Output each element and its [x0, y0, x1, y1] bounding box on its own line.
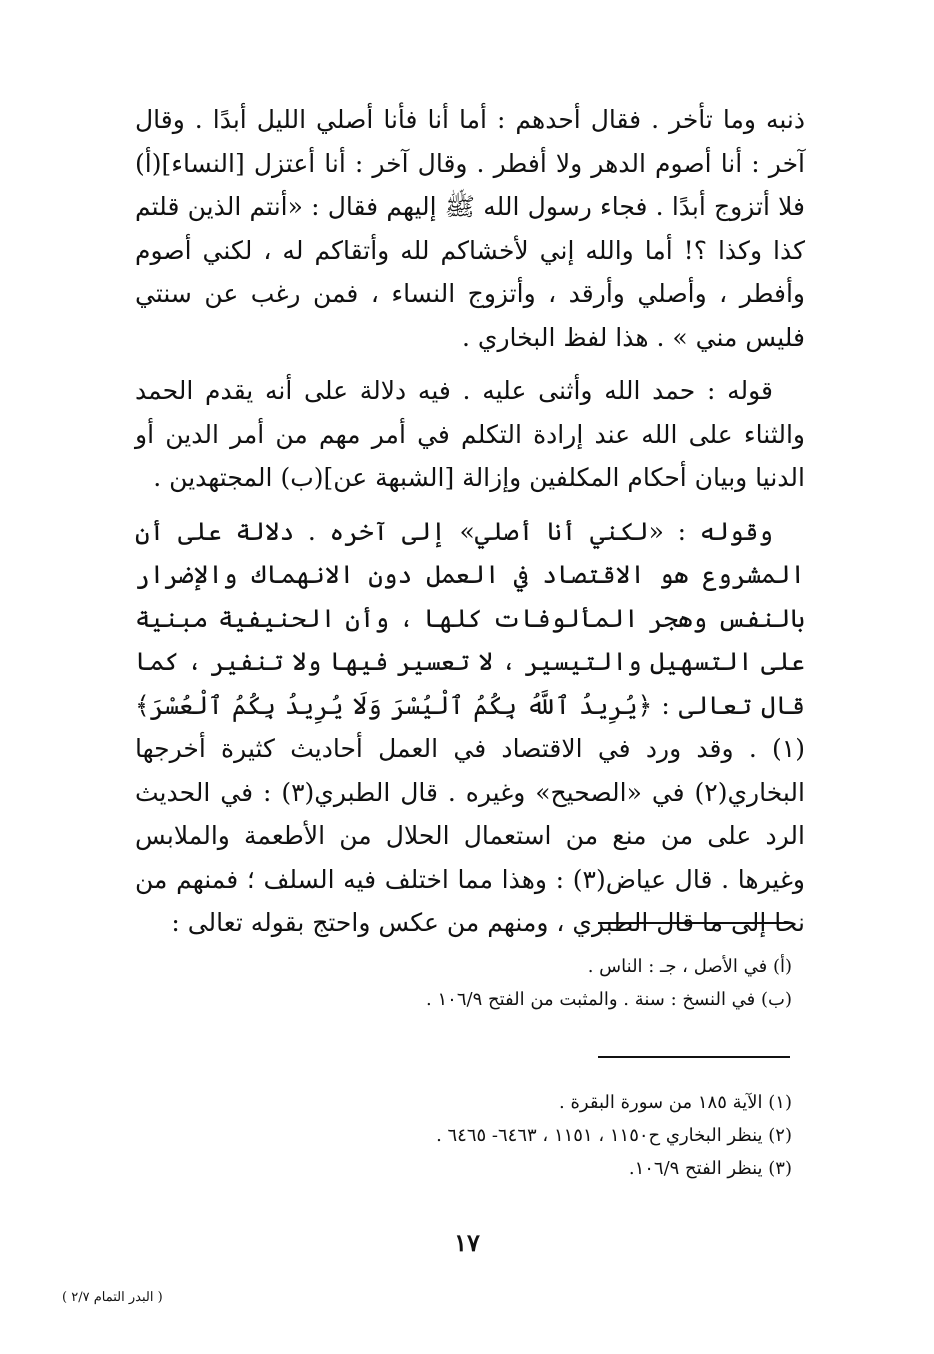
variant-notes-divider — [598, 922, 790, 924]
paragraph-commentary-praise: قوله : حمد الله وأثنى عليه . فيه دلالة على أنه يقدم الحمد والثناء على الله عند إرادة التكلم في أمر مهم من أمر الدين أو الدنيا وبيان أحكام المكلفين وإزالة [الشبهة عن](ب) المجتهدين . — [135, 376, 805, 492]
variant-notes — [300, 950, 792, 1016]
footnote: (٢) ينظر البخاري ح١١٥٠ ، ١١٥١ ، ٦٤٦٣- ٦٤٦٥ . — [436, 1125, 792, 1146]
paragraph-hadith: ذنبه وما تأخر . فقال أحدهم : أما أنا فأنا أصلي الليل أبدًا . وقال آخر : أنا أصوم الدهر ولا أفطر . وقال آخر : أنا أعتزل [النساء](أ) فلا أتزوج أبدًا . فجاء رسول الله ﷺ إليهم فقال : «أنتم الذين قلتم كذا وكذا ؟! أما والله إني لأخشاكم لله وأتقاكم له ، لكني أصوم وأفطر ، وأصلي وأرقد ، وأتزوج النساء ، فمن رغب عن سنتي فليس مني » . هذا لفظ البخاري . — [135, 105, 805, 352]
footnote: (١) الآية ١٨٥ من سورة البقرة . — [559, 1092, 792, 1113]
variant-note: (أ) في الأصل ، جـ : الناس . — [587, 956, 792, 977]
variant-note: (ب) في النسخ : سنة . والمثبت من الفتح ١٠٦/٩ . — [426, 989, 792, 1010]
book-signature: ( البدر التمام ٢/٧ ) — [62, 1290, 163, 1305]
footnote: (٣) ينظر الفتح ١٠٦/٩. — [628, 1158, 792, 1179]
footnotes-divider — [598, 1056, 790, 1058]
page-number: ١٧ — [454, 1228, 480, 1257]
paragraph-commentary-moderation: وقوله : «لكني أنا أصلي» إلى آخره . دلالة على أن المشروع هو الاقتصاد في العمل دون الانهماك والإضرار بالنفس وهجر المألوفات كلها ، وأن الحنيفية مبنية على التسهيل والتيسير ، لا تعسير فيها ولا تنفير ، كما قال تعالى : ﴿يُرِيدُ ٱللَّهُ بِكُمُ ٱلْيُسْرَ وَلَا يُرِيدُ بِكُمُ ٱلْعُسْرَ﴾(١) . وقد ورد في الاقتصاد في العمل أحاديث كثيرة أخرجها البخاري(٢) في «الصحيح» وغيره . قال الطبري(٣) : في الحديث الرد على من منع من استعمال الحلال من الأطعمة والملابس وغيرها . قال عياض(٣) : وهذا مما اختلف فيه السلف ؛ فمنهم من نحا إلى ما قال الطبري ، ومنهم من عكس واحتج بقوله تعالى : — [135, 516, 805, 937]
main-text — [135, 98, 805, 945]
footnotes — [300, 1086, 792, 1185]
